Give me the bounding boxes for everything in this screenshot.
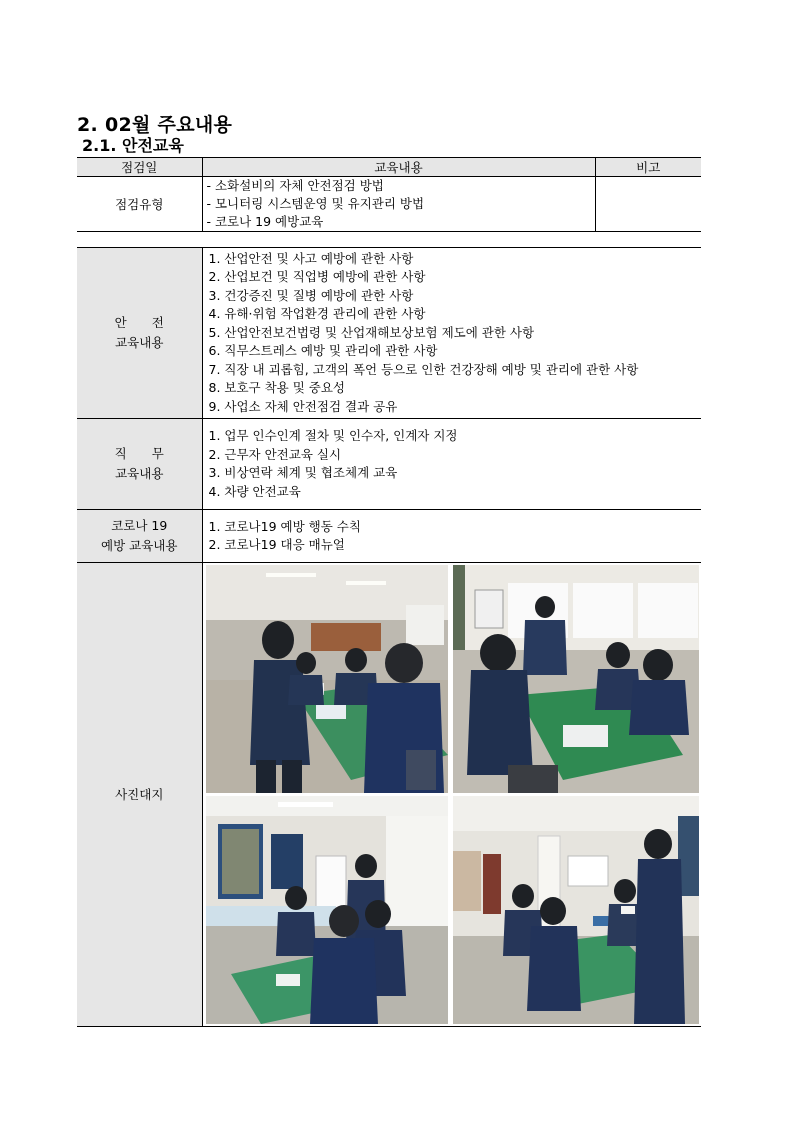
photo-grid: [203, 563, 702, 1026]
training-photo-3: [206, 796, 448, 1024]
summary-row: [77, 177, 701, 232]
list-item: 3. 건강증진 및 질병 예방에 관한 사항: [208, 287, 414, 303]
training-photo-2: [453, 565, 699, 793]
list-item: 3. 비상연락 체계 및 협조체계 교육: [208, 465, 398, 480]
page-heading: 2. 02월 주요내용: [77, 114, 233, 136]
list-item: 9. 사업소 자체 안전점검 결과 공유: [208, 398, 398, 414]
list-item: 1. 업무 인수인계 절차 및 인수자, 인계자 지정: [208, 428, 458, 443]
header-content: 교육내용: [202, 158, 595, 177]
covid-education-label: [77, 510, 202, 563]
safety-education-label: [77, 248, 202, 419]
label-line: 직 무: [114, 446, 164, 461]
summary-item: - 코로나 19 예방교육: [206, 214, 324, 229]
summary-remark-cell: [595, 177, 701, 232]
job-education-row: [77, 419, 701, 510]
summary-table: [77, 157, 701, 232]
safety-education-items: [202, 248, 701, 419]
list-item: 8. 보호구 착용 및 중요성: [208, 380, 345, 396]
label-line: 코로나 19: [111, 518, 168, 533]
summary-header-row: [77, 158, 701, 177]
list-item: 7. 직장 내 괴롭힘, 고객의 폭언 등으로 인한 건강장해 예방 및 관리에 관한 사항: [208, 361, 639, 377]
list-item: 1. 코로나19 예방 행동 수칙: [208, 518, 361, 534]
job-education-items: [202, 419, 701, 510]
training-photo-1: [206, 565, 448, 793]
list-item: 5. 산업안전보건법령 및 산업재해보상보험 제도에 관한 사항: [208, 324, 535, 340]
label-line: 교육내용: [115, 466, 164, 481]
list-item: 4. 유해·위험 작업환경 관리에 관한 사항: [208, 306, 426, 322]
photo-cell: [202, 563, 701, 1027]
list-item: 1. 산업안전 및 사고 예방에 관한 사항: [208, 250, 414, 266]
list-item: 2. 코로나19 대응 매뉴얼: [208, 537, 345, 552]
training-photo-4: [453, 796, 699, 1024]
covid-education-row: [77, 510, 701, 563]
list-item: 6. 직무스트레스 예방 및 관리에 관한 사항: [208, 343, 438, 359]
summary-row-label: 점검유형: [77, 177, 202, 232]
covid-education-items: [202, 510, 701, 563]
summary-items-cell: [202, 177, 595, 232]
education-table: [77, 247, 701, 1027]
list-item: 4. 차량 안전교육: [208, 483, 301, 499]
section-heading: 2.1. 안전교육: [82, 136, 184, 155]
list-item: 2. 근무자 안전교육 실시: [208, 446, 342, 462]
list-item: 2. 산업보건 및 직업병 예방에 관한 사항: [208, 269, 426, 285]
header-remark: 비고: [595, 158, 701, 177]
label-line: 안 전: [114, 315, 164, 330]
summary-item: - 모니터링 시스템운영 및 유지관리 방법: [206, 196, 425, 211]
photo-section-label: 사진대지: [77, 563, 202, 1027]
label-line: 예방 교육내용: [101, 538, 178, 553]
safety-education-row: [77, 248, 701, 419]
job-education-label: [77, 419, 202, 510]
photo-row: [77, 563, 701, 1027]
summary-item: - 소화설비의 자체 안전점검 방법: [206, 178, 384, 193]
header-date: 점검일: [77, 158, 202, 177]
label-line: 교육내용: [115, 335, 164, 350]
